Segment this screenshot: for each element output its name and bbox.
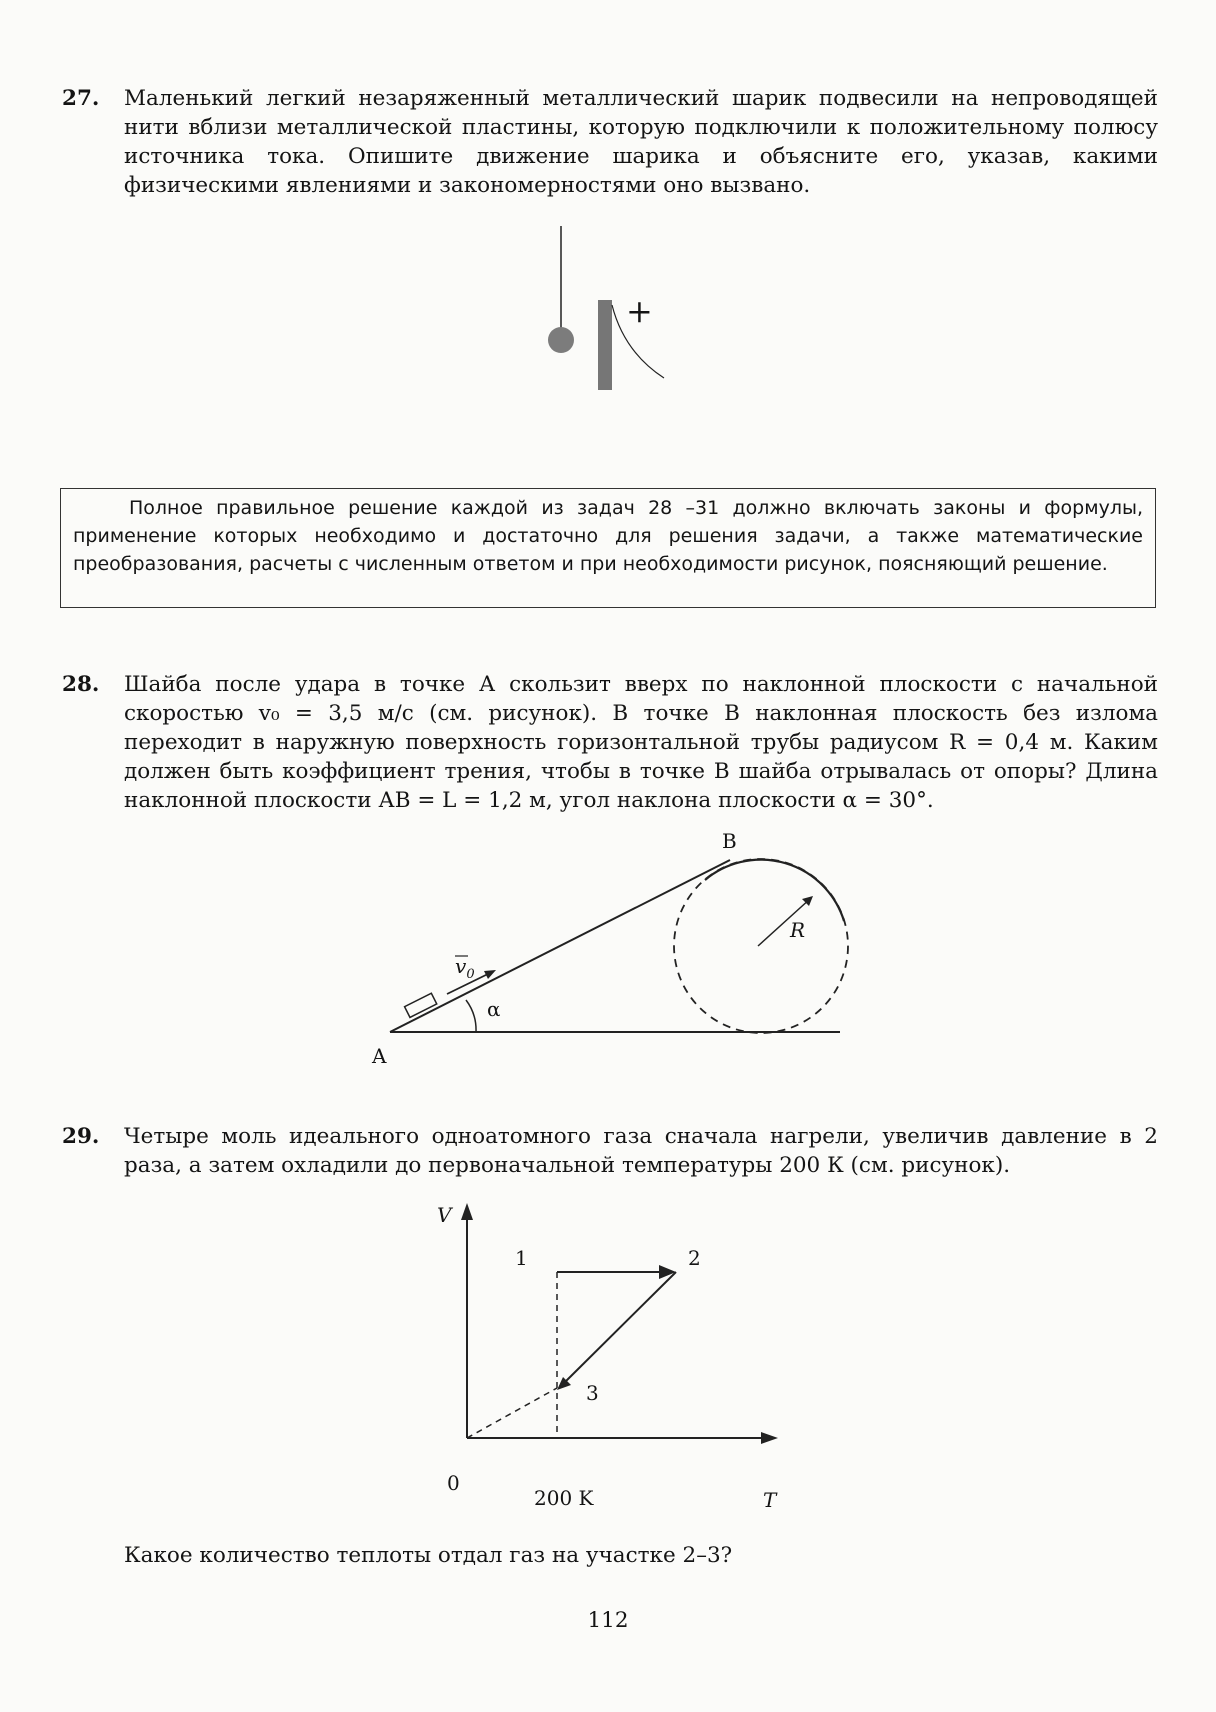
task-29-question: Какое количество теплоты отдал газ на участке 2–3? <box>124 1543 733 1568</box>
axis-v-arrow <box>461 1203 473 1220</box>
label-r: R <box>790 918 806 942</box>
axis-t-arrow <box>761 1432 778 1444</box>
task-29-number: 29. <box>62 1124 100 1149</box>
label-v0: $v_0$ <box>455 954 475 982</box>
task-28-text: Шайба после удара в точке А скользит вверх по наклонной плоскости с начальной скоростью v₀ = 3,5 м/с (см. рисунок). В точке В наклонная плоскость без излома переходит в наружную поверхность горизонтальной трубы радиусом R = 0,4 м. Каким должен быть коэффициент трения, чтобы в точке В шайба отрывалась от опоры? Длина наклонной плоскости АВ = L = 1,2 м, угол наклона плоскости α = 30°. <box>124 672 1158 813</box>
label-b: B <box>722 829 737 853</box>
task-27-text: Маленький легкий незаряженный металлический шарик подвесили на непроводящей нити вблизи металлической пластины, которую подключили к положительному полюсу источника тока. Опишите движение шарика и объясните его, указав, какими физическими явлениями и закономерностями оно вызвано. <box>124 86 1158 198</box>
axis-t-label: T <box>763 1488 777 1512</box>
page-number: 112 <box>587 1608 629 1633</box>
point-3-label: 3 <box>586 1381 599 1405</box>
label-alpha: α <box>487 997 501 1021</box>
axis-v-label: V <box>437 1203 452 1227</box>
dashed-guide-origin <box>467 1388 557 1438</box>
process-2-3 <box>562 1272 676 1385</box>
task-28-number: 28. <box>62 672 100 697</box>
process-1-2-arrow <box>659 1265 676 1279</box>
task-29-text: Четыре моль идеального одноатомного газа сначала нагрели, увеличив давление в 2 раза, а затем охладили до первоначальной температуры 200 К (см. рисунок). <box>124 1124 1158 1178</box>
plus-sign: + <box>626 292 653 330</box>
point-2-label: 2 <box>688 1246 701 1270</box>
tick-200k-label: 200 K <box>534 1486 594 1510</box>
label-a: A <box>372 1044 387 1068</box>
origin-label: 0 <box>447 1471 460 1495</box>
point-1-label: 1 <box>515 1246 528 1270</box>
task-27-number: 27. <box>62 86 100 111</box>
solution-note-text: Полное правильное решение каждой из задач 28 –31 должно включать законы и формулы, применение которых необходимо и достаточно для решения задачи, а также математические преобразования, расчеты с численным ответом и при необходимости рисунок, поясняющий решение. <box>73 497 1143 575</box>
